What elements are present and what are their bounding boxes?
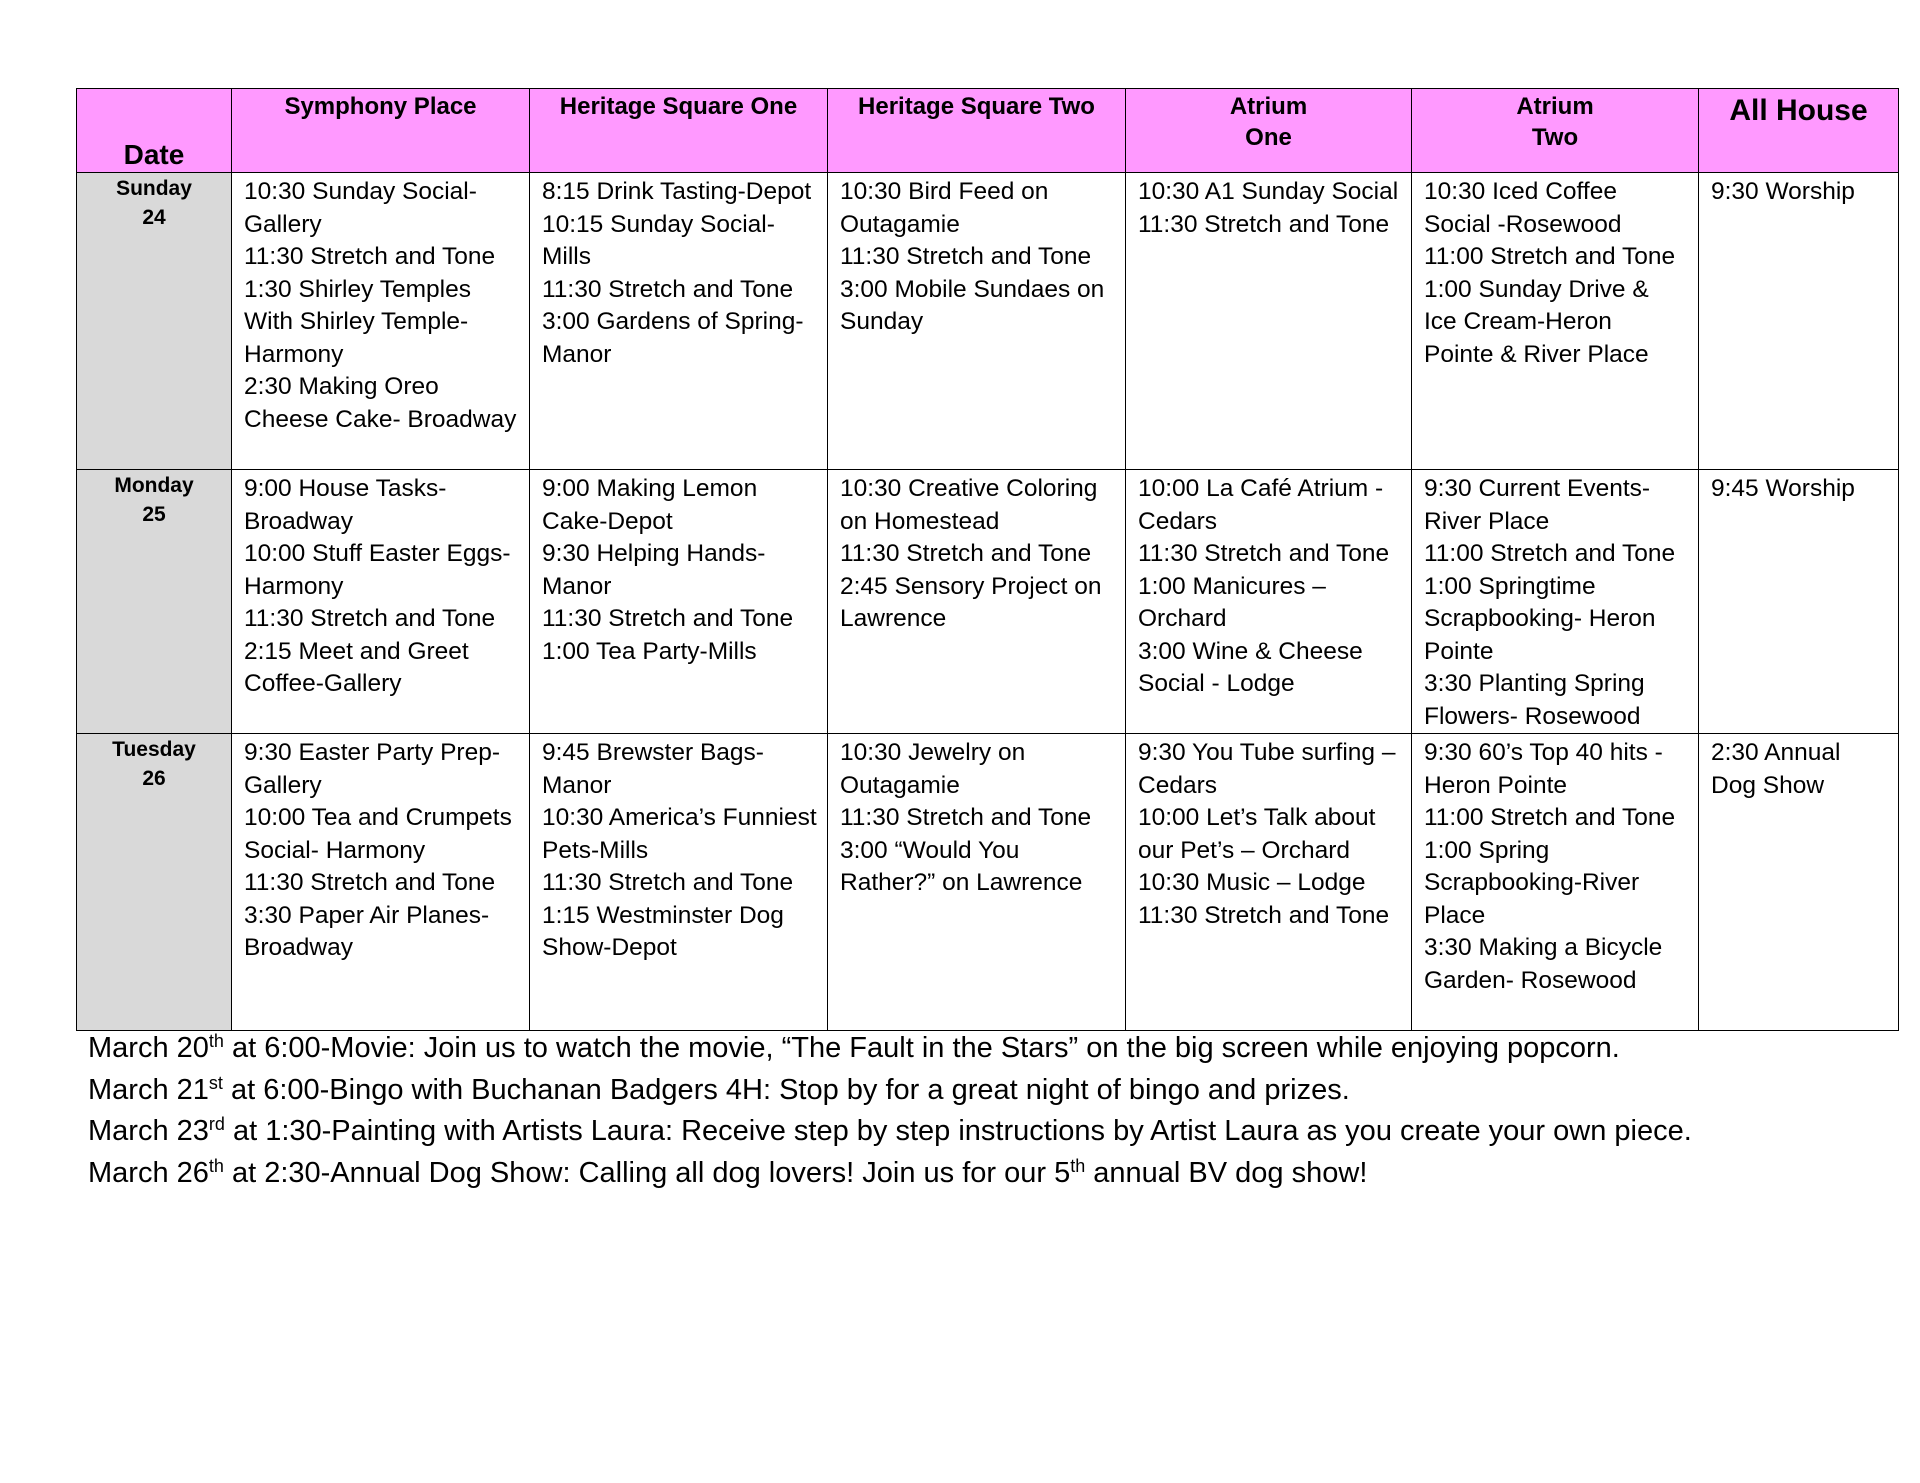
event-item: 9:30 Easter Party Prep-Gallery bbox=[244, 739, 501, 799]
symphony-place-events-cell bbox=[232, 734, 530, 1031]
note-text: at 6:00-Bingo with Buchanan Badgers 4H: Stop by for a great night of bingo and prizes. bbox=[222, 1073, 1350, 1106]
note-text: at 6:00-Movie: Join us to watch the movie, “The Fault in the Stars” on the big screen while enjoying popcorn. bbox=[223, 1032, 1620, 1064]
day-cell bbox=[77, 734, 232, 1031]
atrium-two-events-cell bbox=[1412, 173, 1699, 470]
event-item: 9:45 Worship bbox=[1711, 475, 1855, 502]
event-item: 10:00 La Café Atrium -Cedars bbox=[1138, 475, 1384, 535]
event-item: 11:30 Stretch and Tone bbox=[840, 540, 1092, 567]
event-item: 9:00 House Tasks-Broadway bbox=[244, 475, 447, 535]
heritage-square-one-header bbox=[530, 89, 828, 173]
event-item: 11:30 Stretch and Tone bbox=[1138, 210, 1390, 238]
event-item: 10:30 Creative Coloring on Homestead bbox=[840, 475, 1098, 535]
event-item: 11:00 Stretch and Tone bbox=[1424, 540, 1676, 567]
ordinal-suffix: st bbox=[208, 1072, 223, 1093]
note-text: annual BV dog show! bbox=[1085, 1156, 1368, 1189]
event-item: 11:30 Stretch and Tone bbox=[244, 243, 496, 270]
date-column-header: Date bbox=[77, 89, 232, 173]
header-line: Atrium bbox=[1229, 93, 1308, 120]
day-cell bbox=[77, 173, 232, 470]
header-line: Two bbox=[1531, 124, 1579, 151]
atrium-one-events-cell bbox=[1126, 470, 1412, 734]
heritage-square-two-events-cell bbox=[828, 734, 1126, 1031]
heritage-square-one-events-cell bbox=[530, 173, 828, 470]
all-house-events-cell bbox=[1699, 734, 1899, 1031]
event-item: 8:15 Drink Tasting-Depot bbox=[542, 178, 812, 205]
ordinal-suffix: th bbox=[1070, 1155, 1086, 1176]
atrium-one-events-cell bbox=[1126, 173, 1412, 470]
table-row bbox=[77, 734, 1899, 1031]
atrium-one-events-cell bbox=[1126, 734, 1412, 1031]
event-item: 10:30 Music – Lodge bbox=[1138, 869, 1366, 896]
event-item: 10:30 Iced Coffee Social -Rosewood bbox=[1424, 178, 1622, 238]
heritage-square-two-events-cell bbox=[828, 470, 1126, 734]
day-name: Sunday bbox=[116, 177, 192, 200]
ordinal-suffix: th bbox=[208, 1031, 224, 1052]
event-item: 11:30 Stretch and Tone bbox=[1138, 540, 1390, 567]
event-item: 2:45 Sensory Project on Lawrence bbox=[840, 572, 1102, 632]
event-note bbox=[88, 1111, 1888, 1153]
event-item: 10:30 America’s Funniest Pets-Mills bbox=[542, 804, 817, 864]
event-item: 1:15 Westminster Dog Show-Depot bbox=[542, 901, 784, 961]
heritage-square-two-events-cell bbox=[828, 173, 1126, 470]
heritage-square-one-events-cell bbox=[530, 470, 828, 734]
event-item: 11:30 Stretch and Tone bbox=[542, 605, 794, 632]
event-note bbox=[88, 1153, 1888, 1195]
event-item: 3:00 Mobile Sundaes on Sunday bbox=[840, 275, 1105, 335]
event-item: 1:00 Manicures – Orchard bbox=[1138, 572, 1326, 632]
event-item: 10:30 Jewelry on Outagamie bbox=[840, 739, 1026, 799]
event-item: 1:00 Springtime Scrapbooking- Heron Pointe bbox=[1424, 572, 1656, 665]
event-item: 3:30 Paper Air Planes-Broadway bbox=[244, 901, 490, 961]
event-item: 11:30 Stretch and Tone bbox=[244, 869, 496, 896]
event-item: 11:30 Stretch and Tone bbox=[542, 275, 794, 303]
event-item: 11:30 Stretch and Tone bbox=[1138, 901, 1390, 929]
heritage-square-one-events-cell bbox=[530, 734, 828, 1031]
header-line: Heritage Square One bbox=[559, 93, 798, 120]
event-item: 11:30 Stretch and Tone bbox=[840, 243, 1092, 270]
event-item: 10:15 Sunday Social-Mills bbox=[542, 210, 775, 270]
event-item: 11:30 Stretch and Tone bbox=[542, 869, 794, 896]
header-line: Symphony Place bbox=[284, 93, 477, 120]
event-item: 10:00 Stuff Easter Eggs-Harmony bbox=[244, 540, 511, 600]
day-name: Tuesday bbox=[112, 738, 196, 761]
event-item: 2:30 Making Oreo Cheese Cake- Broadway bbox=[244, 373, 517, 433]
header-line: One bbox=[1245, 124, 1292, 151]
header-row bbox=[77, 89, 1899, 173]
event-item: 2:30 Annual Dog Show bbox=[1711, 739, 1841, 799]
event-item: 10:30 Sunday Social-Gallery bbox=[244, 178, 477, 238]
note-text: March 26 bbox=[88, 1156, 209, 1189]
all-house-events-cell bbox=[1699, 173, 1899, 470]
day-name: Monday bbox=[114, 474, 194, 497]
all-house-events-cell bbox=[1699, 470, 1899, 734]
table-row bbox=[77, 470, 1899, 734]
atrium-two-header bbox=[1412, 89, 1699, 173]
event-item: 1:00 Sunday Drive & Ice Cream-Heron Pointe & River Place bbox=[1424, 275, 1649, 368]
header-line: Atrium bbox=[1516, 93, 1594, 120]
day-cell bbox=[77, 470, 232, 734]
event-item: 9:30 You Tube surfing –Cedars bbox=[1138, 739, 1396, 799]
event-item: 9:45 Brewster Bags-Manor bbox=[542, 739, 764, 799]
event-item: 11:00 Stretch and Tone bbox=[1424, 243, 1676, 270]
event-item: 9:30 60’s Top 40 hits -Heron Pointe bbox=[1424, 739, 1663, 799]
event-item: 11:00 Stretch and Tone bbox=[1424, 804, 1676, 831]
ordinal-suffix: th bbox=[208, 1155, 224, 1176]
atrium-one-header bbox=[1126, 89, 1412, 173]
event-item: 10:30 Bird Feed on Outagamie bbox=[840, 178, 1049, 238]
event-item: 9:30 Current Events-River Place bbox=[1424, 475, 1651, 535]
event-item: 2:15 Meet and Greet Coffee-Gallery bbox=[244, 637, 469, 697]
symphony-place-events-cell bbox=[232, 173, 530, 470]
day-date: 26 bbox=[142, 767, 166, 790]
all-house-header bbox=[1699, 89, 1899, 173]
day-date: 24 bbox=[142, 206, 166, 229]
event-item: 3:00 “Would You Rather?” on Lawrence bbox=[840, 836, 1083, 896]
symphony-place-header bbox=[232, 89, 530, 173]
event-note bbox=[88, 1070, 1888, 1112]
event-item: 10:00 Tea and Crumpets Social- Harmony bbox=[244, 804, 512, 864]
activity-schedule-table bbox=[76, 88, 1899, 1031]
event-item: 11:30 Stretch and Tone bbox=[244, 605, 496, 632]
event-item: 11:30 Stretch and Tone bbox=[840, 804, 1092, 831]
event-item: 1:00 Spring Scrapbooking-River Place bbox=[1424, 836, 1640, 929]
event-item: 10:30 A1 Sunday Social bbox=[1138, 178, 1399, 205]
event-item: 9:30 Helping Hands-Manor bbox=[542, 540, 766, 600]
event-item: 3:30 Making a Bicycle Garden- Rosewood bbox=[1424, 934, 1663, 994]
event-notes bbox=[88, 1028, 1888, 1194]
event-item: 3:00 Gardens of Spring-Manor bbox=[542, 308, 804, 368]
event-item: 3:30 Planting Spring Flowers- Rosewood bbox=[1424, 670, 1645, 730]
note-text: March 23 bbox=[88, 1115, 209, 1147]
atrium-two-events-cell bbox=[1412, 734, 1699, 1031]
table-row bbox=[77, 173, 1899, 470]
event-item: 9:30 Worship bbox=[1711, 178, 1855, 205]
header-line: All House bbox=[1729, 94, 1868, 127]
header-line: Heritage Square Two bbox=[858, 93, 1095, 120]
day-date: 25 bbox=[142, 503, 166, 526]
note-text: at 2:30-Annual Dog Show: Calling all dog lovers! Join us for our 5 bbox=[223, 1156, 1071, 1189]
event-item: 1:00 Tea Party-Mills bbox=[542, 637, 757, 665]
event-item: 9:00 Making Lemon Cake-Depot bbox=[542, 475, 758, 535]
note-text: March 21 bbox=[88, 1073, 209, 1106]
heritage-square-two-header bbox=[828, 89, 1126, 173]
event-item: 1:30 Shirley Temples With Shirley Temple-Harmony bbox=[244, 275, 471, 368]
atrium-two-events-cell bbox=[1412, 470, 1699, 734]
event-note bbox=[88, 1028, 1888, 1070]
event-item: 3:00 Wine & Cheese Social - Lodge bbox=[1138, 637, 1363, 697]
note-text: at 1:30-Painting with Artists Laura: Receive step by step instructions by Artist Laura as you create your own piece. bbox=[224, 1115, 1692, 1147]
ordinal-suffix: rd bbox=[208, 1114, 225, 1135]
event-item: 10:00 Let’s Talk about our Pet’s – Orchard bbox=[1138, 804, 1376, 864]
note-text: March 20 bbox=[88, 1032, 209, 1064]
symphony-place-events-cell bbox=[232, 470, 530, 734]
